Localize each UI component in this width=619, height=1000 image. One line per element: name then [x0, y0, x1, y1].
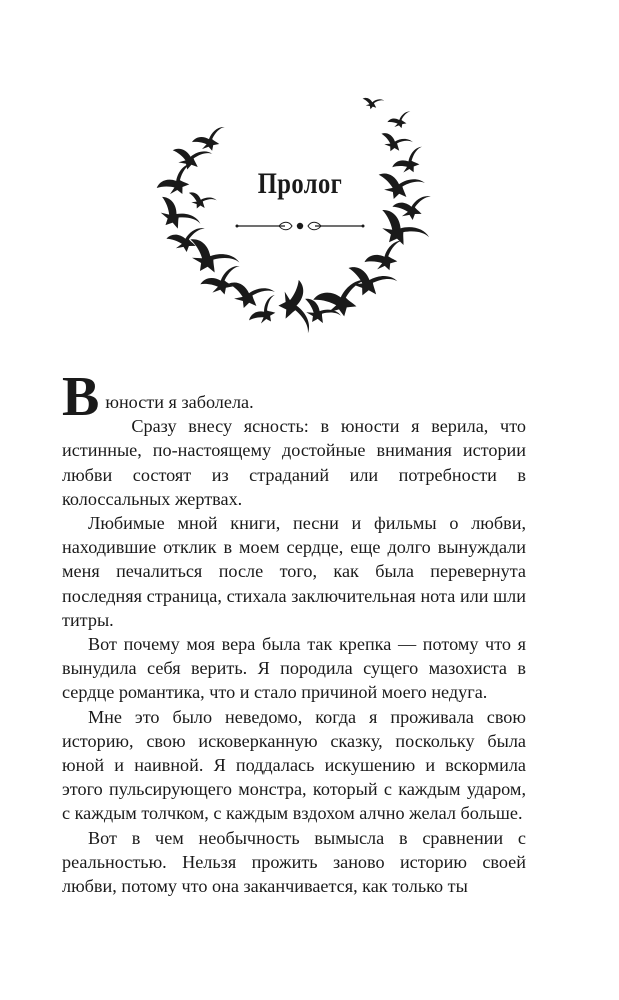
bird-wreath-icon	[150, 92, 450, 342]
paragraph-5: Вот в чем необычность вымысла в сравнении с реальностью. Нельзя прожить заново историю своей любви, потому что она заканчивается, как только ты	[62, 827, 526, 897]
paragraph-1: Сразу внесу ясность: в юности я верила, что истинные, по-настоящему достойные внимания истории любви состоят из страданий или потребности в колоссальных жертвах.	[62, 416, 526, 509]
first-paragraph	[62, 366, 526, 428]
paragraph-4: Мне это было неведомо, когда я проживала свою историю, свою исковерканную сказку, поскольку была юной и наивной. Я поддалась искушению и вскормила этого пульсирующего монстра, который с каждым ударом, с каждым толчком, с каждым вздохом алчно желал больше.	[62, 706, 526, 824]
paragraph-3: Вот почему моя вера была так крепка — потому что я вынудила себя верить. Я породила сущего мазохиста в сердце романтика, что и стало причиной моего недуга.	[62, 634, 526, 703]
drop-cap: В	[62, 366, 100, 428]
chapter-title: Пролог	[257, 167, 343, 200]
paragraph-2: Любимые мной книги, песни и фильмы о любви, находившие отклик в моем сердце, еще долго вынуждали меня печалиться после того, как была перевернута последняя страница, стихала заключительная нота или шли титры.	[62, 513, 526, 630]
body-text	[62, 366, 526, 898]
first-line-text: юности я заболела.	[105, 392, 254, 412]
ornament-divider-icon	[235, 219, 365, 233]
